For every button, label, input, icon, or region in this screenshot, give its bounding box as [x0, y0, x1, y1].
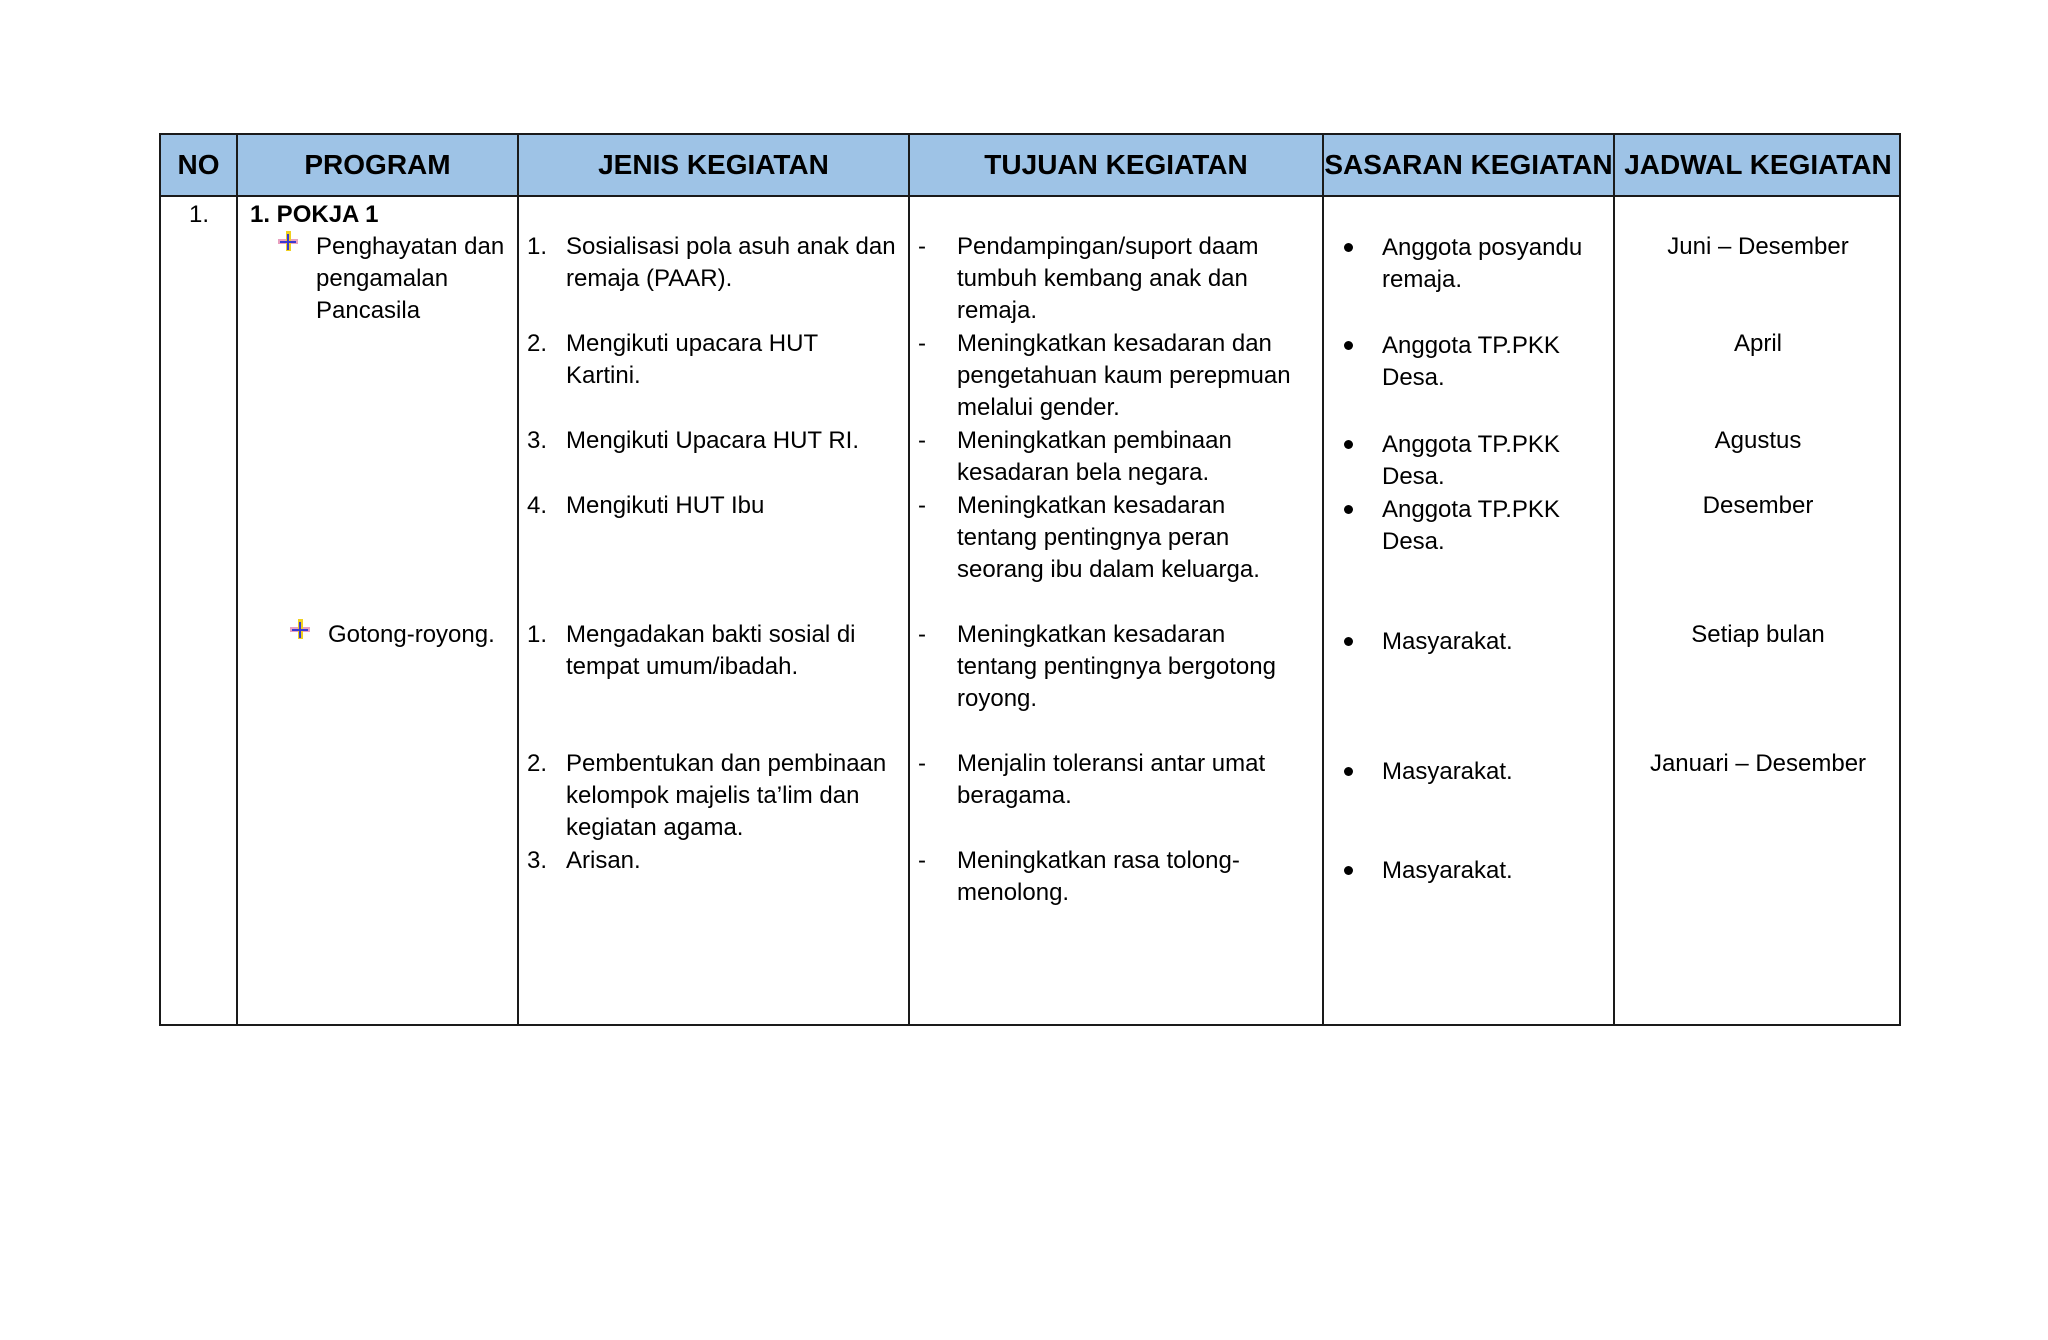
jenis-line: kelompok majelis ta’lim dan — [566, 782, 860, 809]
row-number: 1. — [189, 201, 210, 228]
header-program: PROGRAM — [304, 149, 451, 180]
jadwal-text: Juni – Desember — [1667, 233, 1849, 260]
sasaran-line: Masyarakat. — [1382, 857, 1513, 884]
tujuan-line: beragama. — [957, 782, 1072, 809]
jenis-line: kegiatan agama. — [566, 814, 744, 841]
bullet-icon — [1344, 866, 1353, 875]
pokja-heading: 1. POKJA 1 — [250, 201, 379, 228]
jenis-line: Sosialisasi pola asuh anak dan — [566, 233, 896, 260]
jadwal-text: Agustus — [1714, 427, 1802, 454]
bullet-icon — [1344, 341, 1353, 350]
sasaran-line: Masyarakat. — [1382, 628, 1513, 655]
header-tujuan-kegiatan: TUJUAN KEGIATAN — [984, 149, 1248, 180]
jenis-line: Kartini. — [566, 362, 641, 389]
tujuan-line: Pendampingan/suport daam — [957, 233, 1259, 260]
dash-marker: - — [918, 847, 926, 874]
tujuan-line: seorang ibu dalam keluarga. — [957, 556, 1260, 583]
list-number: 1. — [527, 621, 548, 648]
tujuan-line: Meningkatkan kesadaran — [957, 492, 1226, 519]
jenis-line: Arisan. — [566, 847, 641, 874]
tujuan-line: tentang pentingnya bergotong — [957, 653, 1276, 680]
tujuan-line: melalui gender. — [957, 394, 1120, 421]
dash-marker: - — [918, 621, 926, 648]
tujuan-line: Meningkatkan pembinaan — [957, 427, 1232, 454]
list-number: 3. — [527, 847, 548, 874]
activity-table — [159, 133, 1901, 1026]
sasaran-line: Anggota TP.PKK — [1382, 332, 1560, 359]
bullet-icon — [1344, 505, 1353, 514]
list-number: 2. — [527, 330, 548, 357]
column-divider — [908, 135, 910, 1024]
tujuan-line: kesadaran bela negara. — [957, 459, 1210, 486]
tujuan-line: royong. — [957, 685, 1038, 712]
tujuan-line: Meningkatkan kesadaran — [957, 621, 1226, 648]
jenis-line: Pembentukan dan pembinaan — [566, 750, 887, 777]
dash-marker: - — [918, 330, 926, 357]
bullet-icon — [1344, 637, 1353, 646]
jenis-line: Mengadakan bakti sosial di — [566, 621, 856, 648]
jadwal-text: Desember — [1702, 492, 1814, 519]
cross-bullet-icon — [277, 230, 299, 252]
sasaran-line: Anggota posyandu — [1382, 234, 1583, 261]
jadwal-text: April — [1733, 330, 1782, 357]
program-line: pengamalan — [316, 265, 449, 292]
tujuan-line: tumbuh kembang anak dan — [957, 265, 1248, 292]
dash-marker: - — [918, 427, 926, 454]
dash-marker: - — [918, 233, 926, 260]
tujuan-line: Menjalin toleransi antar umat — [957, 750, 1266, 777]
tujuan-line: remaja. — [957, 297, 1038, 324]
header-jadwal-kegiatan: JADWAL KEGIATAN — [1624, 149, 1892, 180]
header-sasaran-kegiatan: SASARAN KEGIATAN — [1324, 149, 1613, 180]
tujuan-line: pengetahuan kaum perepmuan — [957, 362, 1291, 389]
jenis-line: Mengikuti Upacara HUT RI. — [566, 427, 859, 454]
jadwal-text: Setiap bulan — [1691, 621, 1825, 648]
bullet-icon — [1344, 767, 1353, 776]
sasaran-line: remaja. — [1382, 266, 1463, 293]
column-divider — [236, 135, 238, 1024]
list-number: 4. — [527, 492, 548, 519]
cross-bullet-icon — [289, 618, 311, 640]
header-no: NO — [177, 149, 220, 180]
sasaran-line: Masyarakat. — [1382, 758, 1513, 785]
column-divider — [517, 135, 519, 1024]
sasaran-line: Desa. — [1382, 364, 1445, 391]
list-number: 1. — [527, 233, 548, 260]
header-jenis-kegiatan: JENIS KEGIATAN — [598, 149, 829, 180]
jenis-line: Mengikuti upacara HUT — [566, 330, 819, 357]
column-divider — [1322, 135, 1324, 1024]
tujuan-line: Meningkatkan kesadaran dan — [957, 330, 1272, 357]
jenis-line: tempat umum/ibadah. — [566, 653, 799, 680]
jenis-line: remaja (PAAR). — [566, 265, 733, 292]
sasaran-line: Anggota TP.PKK — [1382, 496, 1560, 523]
column-divider — [1613, 135, 1615, 1024]
sasaran-line: Desa. — [1382, 528, 1445, 555]
list-number: 3. — [527, 427, 548, 454]
dash-marker: - — [918, 492, 926, 519]
bullet-icon — [1344, 243, 1353, 252]
bullet-icon — [1344, 440, 1353, 449]
program-line: Pancasila — [316, 297, 421, 324]
program-line: Gotong-royong. — [328, 621, 495, 648]
sasaran-line: Desa. — [1382, 463, 1445, 490]
tujuan-line: tentang pentingnya peran — [957, 524, 1230, 551]
jenis-line: Mengikuti HUT Ibu — [566, 492, 765, 519]
tujuan-line: Meningkatkan rasa tolong- — [957, 847, 1240, 874]
list-number: 2. — [527, 750, 548, 777]
sasaran-line: Anggota TP.PKK — [1382, 431, 1560, 458]
jadwal-text: Januari – Desember — [1649, 750, 1867, 777]
tujuan-line: menolong. — [957, 879, 1070, 906]
dash-marker: - — [918, 750, 926, 777]
program-line: Penghayatan dan — [316, 233, 505, 260]
